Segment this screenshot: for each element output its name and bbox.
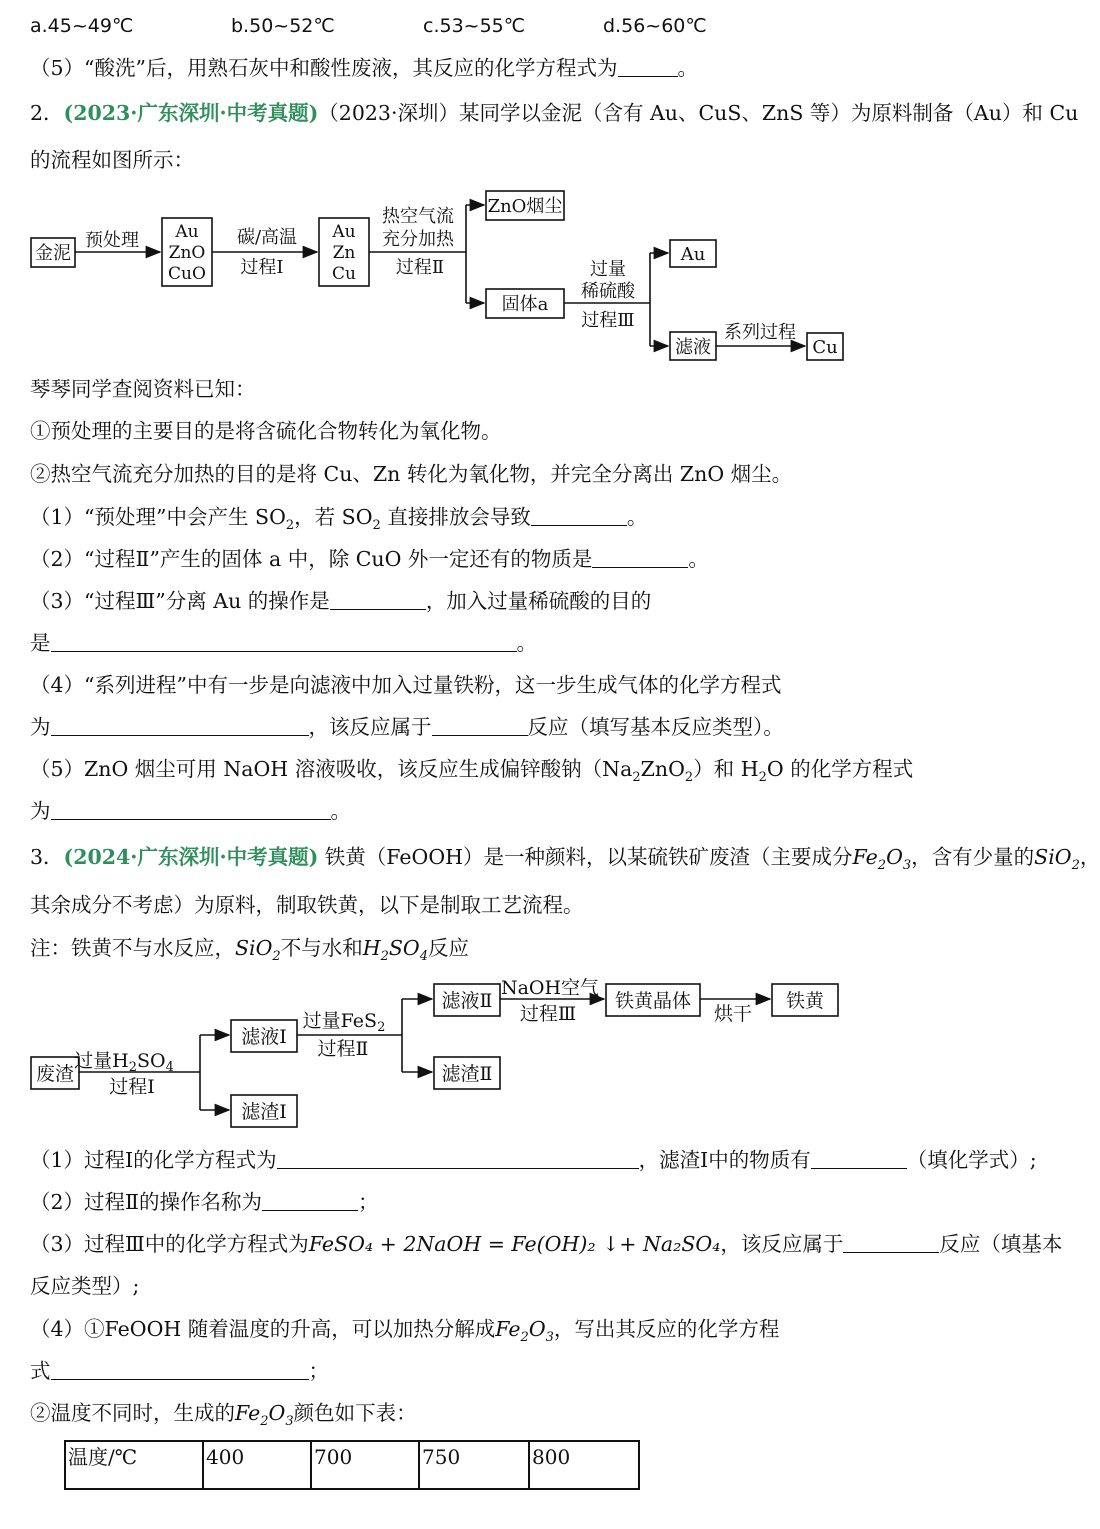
q2-header: 2．(2023·广东深圳·中考真题)（2023·深圳）某同学以金泥（含有 Au、CuS、ZnS 等）为原料制备（Au）和 Cu — [30, 101, 1079, 125]
svg-text:滤渣Ⅰ: 滤渣Ⅰ — [241, 1101, 287, 1123]
option-c: c.53~55℃ — [423, 15, 526, 37]
svg-text:Zn: Zn — [332, 243, 356, 263]
answer-blank[interactable] — [531, 503, 627, 526]
equation: FeSO₄ + 2NaOH = Fe(OH)₂ ↓+ Na₂SO₄ — [308, 1232, 721, 1256]
answer-options — [30, 12, 707, 40]
q2-sub3-cont: 是 。 — [30, 631, 537, 655]
svg-text:过程Ⅰ: 过程Ⅰ — [240, 257, 284, 278]
q2-sub4: （4）“系列进程”中有一步是向滤液中加入过量铁粉，这一步生成气体的化学方程式 — [30, 673, 782, 697]
svg-text:过程Ⅲ: 过程Ⅲ — [519, 1003, 577, 1025]
svg-text:废渣: 废渣 — [35, 1063, 75, 1085]
answer-blank[interactable] — [843, 1230, 939, 1253]
q3-sub5: ②温度不同时，生成的$Fe_2O_3$颜色如下表： — [30, 1401, 417, 1430]
table-cell: 400 — [203, 1441, 311, 1489]
flow-diagram-2 — [0, 975, 860, 1135]
q2-known: 琴琴同学查阅资料已知： — [30, 377, 256, 401]
svg-text:Au: Au — [175, 222, 199, 242]
answer-blank[interactable] — [51, 629, 517, 652]
answer-blank[interactable] — [592, 545, 688, 568]
flow-diagram-1 — [0, 185, 860, 365]
q2-known-2: ②热空气流充分加热的目的是将 Cu、Zn 转化为氧化物，并完全分离出 ZnO 烟尘。 — [30, 462, 793, 486]
svg-text:稀硫酸: 稀硫酸 — [581, 281, 635, 302]
q2-sub5-cont: 为 。 — [30, 799, 351, 823]
svg-text:过量: 过量 — [590, 259, 626, 280]
svg-text:滤液Ⅰ: 滤液Ⅰ — [241, 1026, 287, 1048]
svg-text:滤液: 滤液 — [675, 337, 711, 358]
answer-blank[interactable] — [51, 713, 309, 736]
svg-text:滤渣Ⅱ: 滤渣Ⅱ — [441, 1063, 493, 1085]
svg-text:过程Ⅲ: 过程Ⅲ — [581, 310, 635, 331]
answer-blank[interactable] — [277, 1146, 639, 1169]
q3-sub4-cont: 式 ； — [30, 1359, 329, 1383]
table-cell: 800 — [529, 1441, 639, 1489]
q3-sub3: （3）过程Ⅲ中的化学方程式为FeSO₄ + 2NaOH = Fe(OH)₂ ↓+ Na₂SO₄，该反应属于 反应（填基本 — [30, 1232, 1063, 1256]
table-cell: 750 — [419, 1441, 529, 1489]
svg-text:Au: Au — [332, 222, 356, 242]
q3-intro2: 其余成分不考虑）为原料，制取铁黄，以下是制取工艺流程。 — [30, 893, 584, 917]
answer-blank[interactable] — [330, 587, 426, 610]
answer-blank[interactable] — [262, 1188, 358, 1211]
answer-blank[interactable] — [811, 1146, 907, 1169]
source-tag: (2024·广东深圳·中考真题) — [63, 845, 319, 869]
svg-text:Au: Au — [680, 244, 706, 265]
table-row — [65, 1441, 639, 1489]
q3-sub3-cont: 反应类型）; — [30, 1274, 140, 1298]
answer-blank[interactable] — [51, 797, 331, 820]
svg-text:热空气流: 热空气流 — [382, 206, 454, 227]
q3-header: 3．(2024·广东深圳·中考真题) 铁黄（FeOOH）是一种颜料，以某硫铁矿废渣（主要成分$Fe_2O_3$，含有少量的SiO$_2$， — [30, 845, 1100, 874]
svg-text:碳/高温: 碳/高温 — [236, 227, 298, 248]
table-cell: 700 — [311, 1441, 419, 1489]
svg-text:充分加热: 充分加热 — [382, 229, 454, 250]
q2-intro: 的流程如图所示： — [30, 148, 194, 172]
svg-text:滤液Ⅱ: 滤液Ⅱ — [441, 990, 493, 1012]
svg-text:过程Ⅱ: 过程Ⅱ — [395, 257, 445, 278]
table-cell: 温度/℃ — [65, 1441, 203, 1489]
svg-text:铁黄晶体: 铁黄晶体 — [614, 990, 692, 1012]
step-pretreatment: 预处理 — [85, 230, 139, 251]
temperature-table — [64, 1440, 640, 1490]
svg-text:过量FeS2: 过量FeS$_2$ — [302, 1010, 386, 1035]
q2-sub5: （5）ZnO 烟尘可用 NaOH 溶液吸收，该反应生成偏锌酸钠$(Na_2ZnO_2)$和 $H_2O$ 的化学方程式 — [30, 757, 914, 786]
svg-text:ZnO烟尘: ZnO烟尘 — [487, 196, 563, 217]
q3-note: 注：铁黄不与水反应，SiO$_2$不与水和$H_2SO_4$反应 — [30, 936, 470, 965]
svg-text:ZnO: ZnO — [168, 243, 206, 263]
option-b: b.50~52℃ — [231, 15, 335, 37]
answer-blank[interactable] — [618, 54, 678, 77]
svg-text:系列过程: 系列过程 — [724, 322, 796, 343]
q3-sub4: （4）①FeOOH 随着温度的升高，可以加热分解成$Fe_2O_3$，写出其反应的化学方程 — [30, 1317, 780, 1346]
q1-part5: （5）“酸洗”后，用熟石灰中和酸性废液，其反应的化学方程式为 。 — [30, 56, 699, 80]
source-tag: (2023·广东深圳·中考真题) — [63, 101, 319, 125]
svg-text:烘干: 烘干 — [713, 1003, 753, 1025]
q3-sub1: （1）过程Ⅰ的化学方程式为 ，滤渣Ⅰ中的物质有 （填化学式）; — [30, 1148, 1037, 1172]
svg-text:NaOH空气: NaOH空气 — [500, 977, 600, 999]
svg-text:Cu: Cu — [812, 337, 838, 358]
svg-text:Cu: Cu — [332, 264, 356, 284]
q3-sub2: （2）过程Ⅱ的操作名称为 ； — [30, 1190, 379, 1214]
answer-blank[interactable] — [51, 1357, 309, 1380]
svg-text:铁黄: 铁黄 — [785, 990, 825, 1012]
option-d: d.56~60℃ — [603, 15, 707, 37]
node-gold-mud-label: 金泥 — [35, 243, 71, 264]
q2-sub3: （3）“过程Ⅲ”分离 Au 的操作是 ，加入过量稀硫酸的目的 — [30, 589, 652, 613]
q2-sub4-cont: 为 ，该反应属于 反应（填写基本反应类型）。 — [30, 715, 784, 739]
q2-known-1: ①预处理的主要目的是将含硫化合物转化为氧化物。 — [30, 419, 502, 443]
q2-sub1: （1）“预处理”中会产生 $SO_2$，若 $SO_2$ 直接排放会导致 。 — [30, 505, 648, 534]
svg-text:固体a: 固体a — [501, 294, 549, 315]
answer-blank[interactable] — [432, 713, 528, 736]
option-a: a.45~49℃ — [30, 15, 134, 37]
svg-text:过程Ⅰ: 过程Ⅰ — [109, 1076, 155, 1098]
q2-sub2: （2）“过程Ⅱ”产生的固体 a 中，除 CuO 外一定还有的物质是 。 — [30, 547, 709, 571]
svg-text:CuO: CuO — [168, 264, 206, 284]
svg-text:过程Ⅱ: 过程Ⅱ — [317, 1038, 369, 1060]
svg-text:过量H2SO4: 过量$H_2SO_4$ — [74, 1050, 174, 1075]
